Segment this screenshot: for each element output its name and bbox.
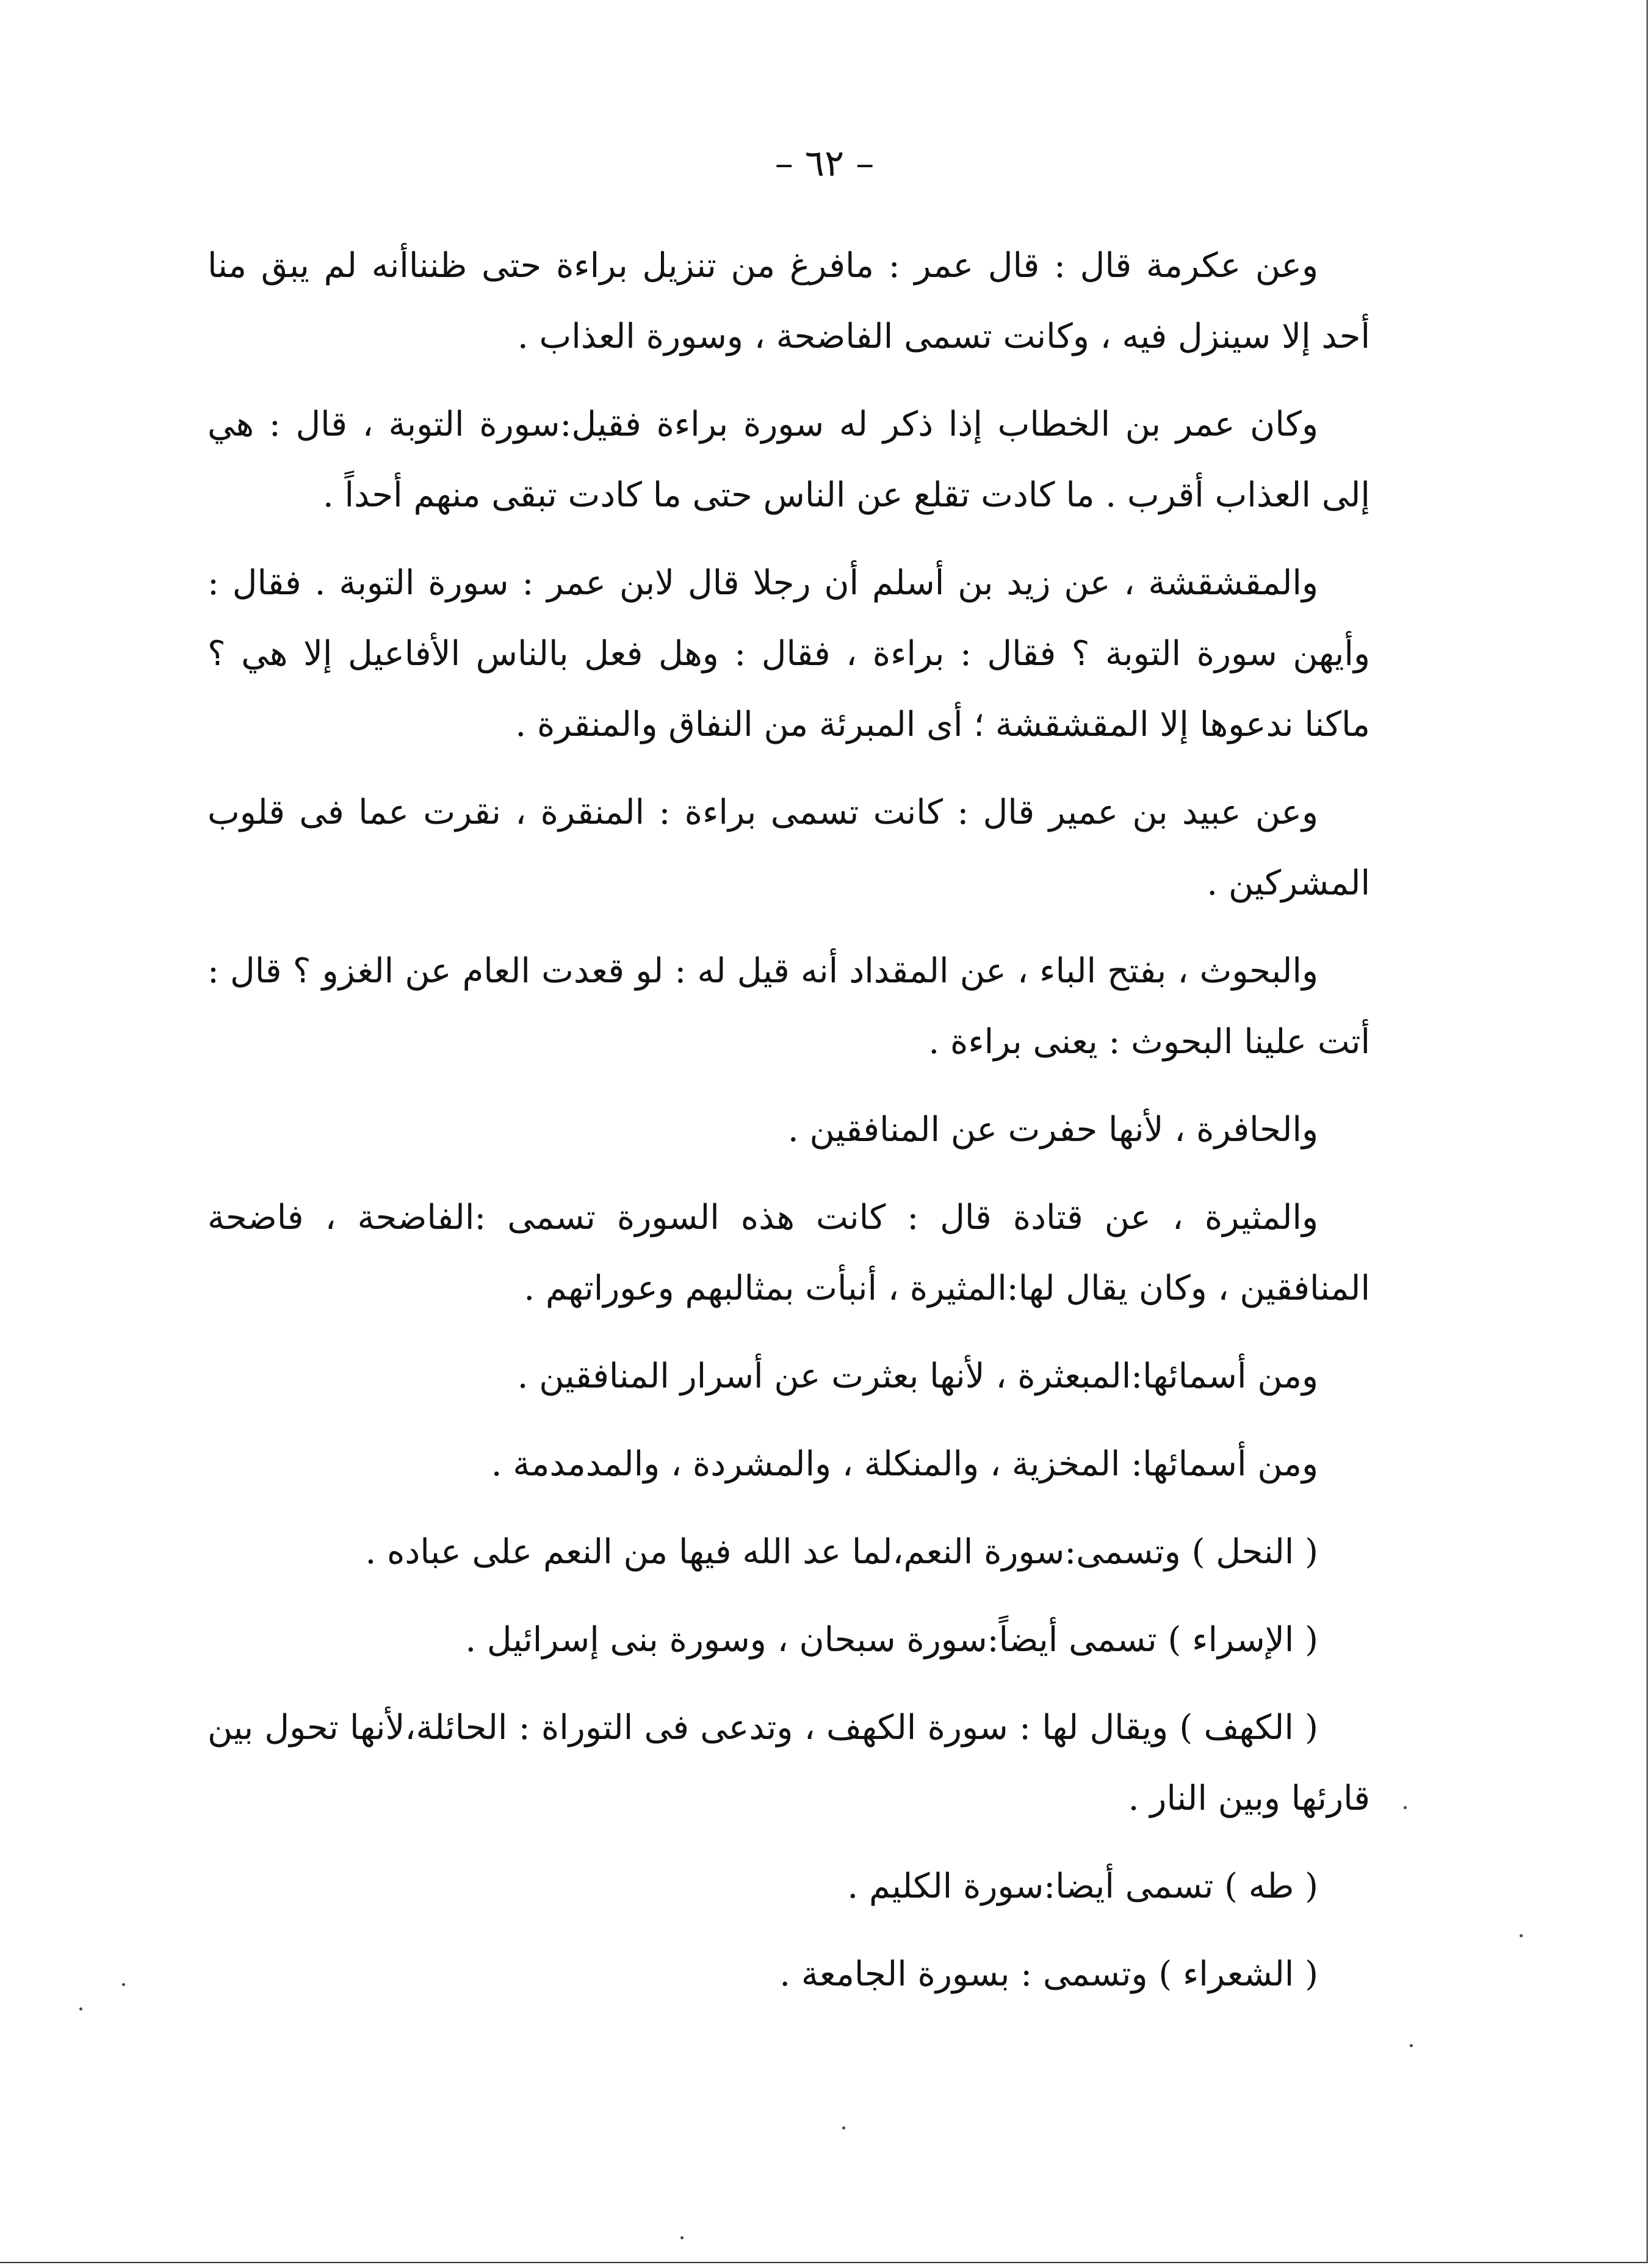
page-body — [207, 231, 1370, 2027]
paragraph-mubathira: ومن أسمائها:المبعثرة ، لأنها بعثرت عن أسرار المنافقين . — [517, 1356, 1318, 1396]
paragraph-hafira: والحافرة ، لأنها حفرت عن المنافقين . — [787, 1110, 1318, 1150]
paragraph-muqashqisha: والمقشقشة ، عن زيد بن أسلم أن رجلا قال لابن عمر : سورة التوبة . فقال : وأيهن سورة التوبة ؟ فقال : براءة ، فقال : وهل فعل بالناس الأفاعيل إلا هي ؟ ماكنا ندعوها إلا المقشقشة ؛ أى المبرئة من النفاق والمنقرة . — [207, 563, 1370, 744]
page-number: – ٦٢ – — [774, 142, 875, 185]
paragraph-umar: وكان عمر بن الخطاب إذا ذكر له سورة براءة فقيل:سورة التوبة ، قال : هي إلى العذاب أقرب . ما كادت تقلع عن الناس حتى ما كادت تبقى منهم أحداً . — [207, 405, 1370, 515]
paragraph-nahl: ( النحل ) وتسمى:سورة النعم،لما عد الله فيها من النعم على عباده . — [365, 1532, 1318, 1572]
paragraph-isra: ( الإسراء ) تسمى أيضاً:سورة سبحان ، وسورة بنى إسرائيل . — [465, 1620, 1318, 1660]
scan-speck — [1404, 1806, 1407, 1809]
paragraph-shuara: ( الشعراء ) وتسمى : بسورة الجامعة . — [779, 1954, 1318, 1994]
paragraph-ikrima: وعن عكرمة قال : قال عمر : مافرغ من تنزيل براءة حتى ظنناأنه لم يبق منا أحد إلا سينزل فيه ، وكانت تسمى الفاضحة ، وسورة العذاب . — [207, 246, 1370, 356]
paragraph-mukhziya: ومن أسمائها: المخزية ، والمنكلة ، والمشردة ، والمدمدمة . — [491, 1444, 1318, 1484]
scan-speck — [79, 2007, 82, 2011]
scan-speck — [842, 2126, 845, 2129]
paragraph-ubayd: وعن عبيد بن عمير قال : كانت تسمى براءة : المنقرة ، نقرت عما فى قلوب المشركين . — [207, 793, 1370, 903]
scan-speck — [1410, 2044, 1413, 2047]
paragraph-kahf: ( الكهف ) ويقال لها : سورة الكهف ، وتدعى فى التوراة : الحائلة،لأنها تحول بين قارئها وبين النار . — [207, 1708, 1370, 1818]
paragraph-buhuth: والبحوث ، بفتح الباء ، عن المقداد أنه قيل له : لو قعدت العام عن الغزو ؟ قال : أتت علينا البحوث : يعنى براءة . — [207, 951, 1370, 1062]
scan-speck — [122, 1983, 125, 1986]
paragraph-taha: ( طه ) تسمى أيضا:سورة الكليم . — [847, 1867, 1318, 1906]
paragraph-muthira: والمثيرة ، عن قتادة قال : كانت هذه السورة تسمى :الفاضحة ، فاضحة المنافقين ، وكان يقال لها:المثيرة ، أنبأت بمثالبهم وعوراتهم . — [207, 1198, 1370, 1308]
scan-speck — [680, 2236, 684, 2239]
scan-speck — [1520, 1934, 1523, 1937]
